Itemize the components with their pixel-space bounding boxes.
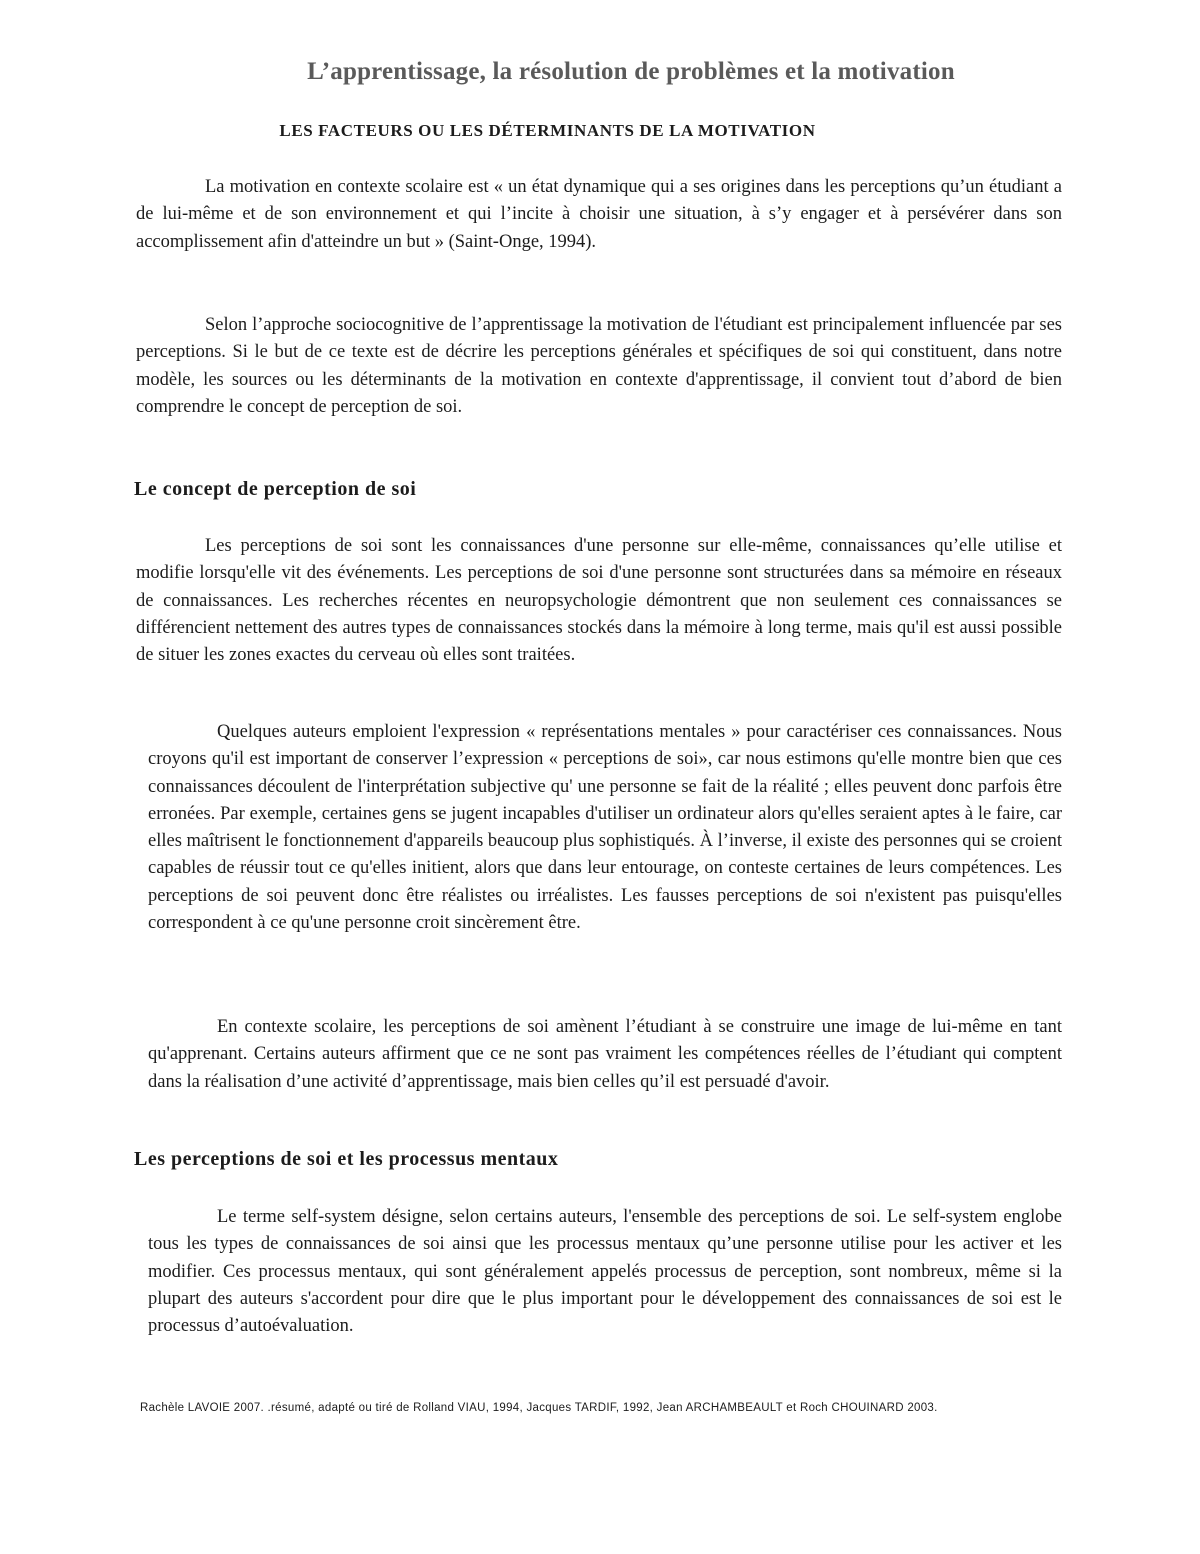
- subheading-concept: Le concept de perception de soi: [134, 478, 417, 500]
- section-heading: LES FACTEURS OU LES DÉTERMINANTS DE LA MOTIVATION: [279, 121, 816, 140]
- footer-credit: Rachèle LAVOIE 2007. .résumé, adapté ou tiré de Rolland VIAU, 1994, Jacques TARDIF, 1992, Jean ARCHAMBEAULT et Roch CHOUINARD 2003.: [140, 1402, 938, 1414]
- paragraph-school-context: En contexte scolaire, les perceptions de soi amènent l’étudiant à se construire une image de lui-même en tant qu'apprenant. Certains auteurs affirment que ce ne sont pas vraiment les compétences réelles de l’étudiant qui comptent dans la réalisation d’une activité d’apprentissage, mais bien celles qu’il est persuadé d'avoir.: [148, 1017, 1062, 1092]
- paragraph-motivation-definition: La motivation en contexte scolaire est « un état dynamique qui a ses origines dans les perceptions qu’un étudiant a de lui-même et de son environnement et qui l’incite à choisir une situation, à s’y engager et à persévérer dans son accomplissement afin d'atteindre un but » (Saint-Onge, 1994).: [136, 177, 1062, 252]
- paragraph-sociocognitive-approach: Selon l’approche sociocognitive de l’apprentissage la motivation de l'étudiant est principalement influencée par ses perceptions. Si le but de ce texte est de décrire les perceptions générales et spécifiques de soi qui constituent, dans notre modèle, les sources ou les déterminants de la motivation en contexte d'apprentissage, il convient tout d’abord de bien comprendre le concept de perception de soi.: [136, 315, 1062, 417]
- subheading-processus: Les perceptions de soi et les processus mentaux: [134, 1148, 559, 1170]
- document-title: L’apprentissage, la résolution de problèmes et la motivation: [307, 58, 955, 85]
- paragraph-self-perceptions: Les perceptions de soi sont les connaissances d'une personne sur elle-même, connaissances qu’elle utilise et modifie lorsqu'elle vit des événements. Les perceptions de soi d'une personne sont structurées dans sa mémoire en réseaux de connaissances. Les recherches récentes en neuropsychologie démontrent que non seulement ces connaissances se différencient nettement des autres types de connaissances stockés dans la mémoire à long terme, mais qu'il est aussi possible de situer les zones exactes du cerveau où elles sont traitées.: [136, 536, 1062, 666]
- paragraph-mental-representations: Quelques auteurs emploient l'expression « représentations mentales » pour caractériser ces connaissances. Nous croyons qu'il est important de conserver l’expression « perceptions de soi», car nous estimons qu'elle montre bien que ces connaissances découlent de l'interprétation subjective qu' une personne se fait de la réalité ; elles peuvent donc parfois être erronées. Par exemple, certaines gens se jugent incapables d'utiliser un ordinateur alors qu'elles seraient aptes à le faire, car elles maîtrisent le fonctionnement d'appareils beaucoup plus sophistiqués. À l’inverse, il existe des personnes qui se croient capables de réussir tout ce qu'elles initient, alors que dans leur entourage, on conteste certaines de leurs compétences. Les perceptions de soi peuvent donc être réalistes ou irréalistes. Les fausses perceptions de soi n'existent pas puisqu'elles correspondent à ce qu'une personne croit sincèrement être.: [148, 722, 1062, 934]
- paragraph-self-system: Le terme self-system désigne, selon certains auteurs, l'ensemble des perceptions de soi. Le self-system englobe tous les types de connaissances de soi ainsi que les processus mentaux qu’une personne utilise pour les activer et les modifier. Ces processus mentaux, qui sont généralement appelés processus de perception, sont nombreux, même si la plupart des auteurs s'accordent pour dire que le plus important pour le développement des connaissances de soi est le processus d’autoévaluation.: [148, 1207, 1062, 1337]
